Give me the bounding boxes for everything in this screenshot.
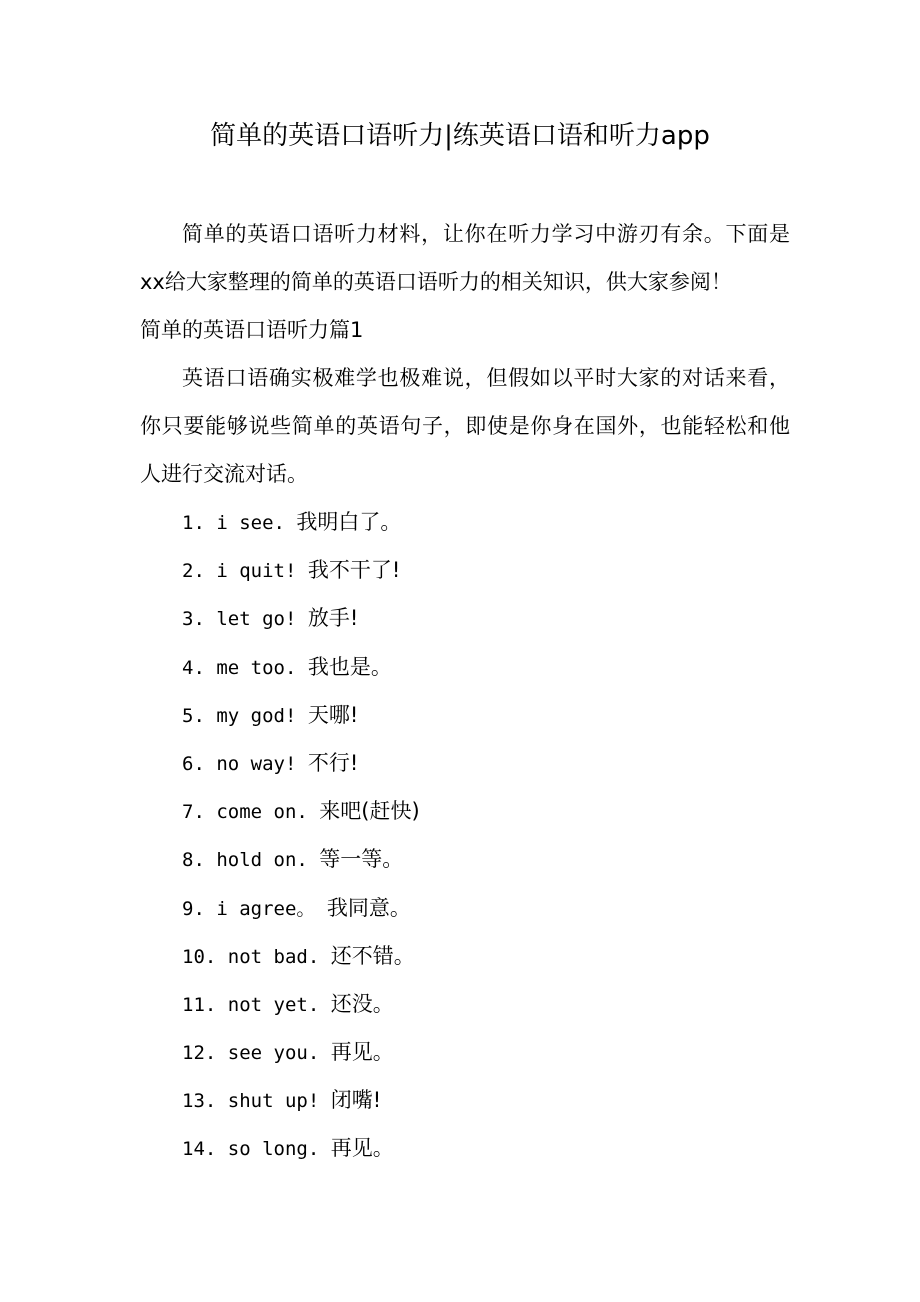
item-number: 6. (182, 752, 217, 775)
item-english: i see. (216, 512, 297, 534)
item-english: hold on. (216, 849, 320, 872)
item-chinese: 我不干了! (307, 558, 401, 583)
page-title: 简单的英语口语听力|练英语口语和听力app (210, 121, 710, 151)
item-number: 11. (182, 993, 228, 1016)
item-english: shut up! (227, 1090, 331, 1113)
list-item (182, 498, 420, 546)
item-english: i quit! (216, 560, 308, 583)
item-english: no way! (216, 752, 308, 775)
item-english: i agree。 (216, 897, 327, 920)
intro-paragraph: 简单的英语口语听力材料，让你在听力学习中游刃有余。下面是xx给大家整理的简单的英语口语听力的相关知识，供大家参阅！ (140, 222, 790, 294)
item-number: 14. (182, 1138, 228, 1161)
list-item (182, 691, 420, 739)
item-chinese: 闭嘴! (330, 1088, 382, 1113)
item-english: my god! (216, 704, 308, 727)
phrase-list (182, 498, 420, 1173)
item-number: 4. (182, 656, 217, 679)
item-number: 9. (182, 897, 217, 920)
list-item (182, 884, 420, 932)
list-item (182, 932, 420, 980)
item-english: me too. (216, 656, 308, 679)
item-number: 7. (182, 801, 217, 824)
item-number: 1. (182, 512, 217, 534)
item-english: come on. (216, 801, 320, 824)
item-number: 3. (182, 608, 217, 631)
list-item (182, 787, 420, 835)
list-item (182, 546, 420, 594)
item-chinese: 再见。 (330, 1040, 394, 1065)
item-chinese: 还不错。 (330, 943, 415, 968)
item-chinese: 来吧(赶快) (319, 799, 420, 824)
item-chinese: 再见。 (330, 1136, 394, 1161)
item-english: so long. (227, 1138, 331, 1161)
item-number: 5. (182, 704, 217, 727)
item-chinese: 还没。 (330, 991, 394, 1016)
list-item (182, 739, 420, 787)
list-item (182, 835, 420, 883)
section-heading: 简单的英语口语听力篇1 (140, 318, 364, 342)
list-item (182, 980, 420, 1028)
item-number: 10. (182, 945, 228, 968)
item-chinese: 放手! (307, 606, 359, 631)
section-paragraph: 英语口语确实极难学也极难说，但假如以平时大家的对话来看，你只要能够说些简单的英语句子，即使是你身在国外，也能轻松和他人进行交流对话。 (140, 366, 790, 486)
list-item (182, 1076, 420, 1124)
item-english: not yet. (227, 993, 331, 1016)
item-chinese: 我明白了。 (296, 510, 402, 534)
item-number: 12. (182, 1042, 228, 1065)
item-chinese: 我也是。 (307, 654, 392, 679)
item-chinese: 不行! (307, 750, 359, 775)
item-english: see you. (227, 1042, 331, 1065)
list-item (182, 1124, 420, 1172)
item-english: let go! (216, 608, 308, 631)
list-item (182, 594, 420, 642)
item-number: 8. (182, 849, 217, 872)
item-number: 2. (182, 560, 217, 583)
item-chinese: 我同意。 (326, 895, 411, 920)
item-number: 13. (182, 1090, 228, 1113)
list-item (182, 1028, 420, 1076)
list-item (182, 643, 420, 691)
item-chinese: 等一等。 (319, 847, 404, 872)
item-chinese: 天哪! (307, 702, 359, 727)
item-english: not bad. (227, 945, 331, 968)
